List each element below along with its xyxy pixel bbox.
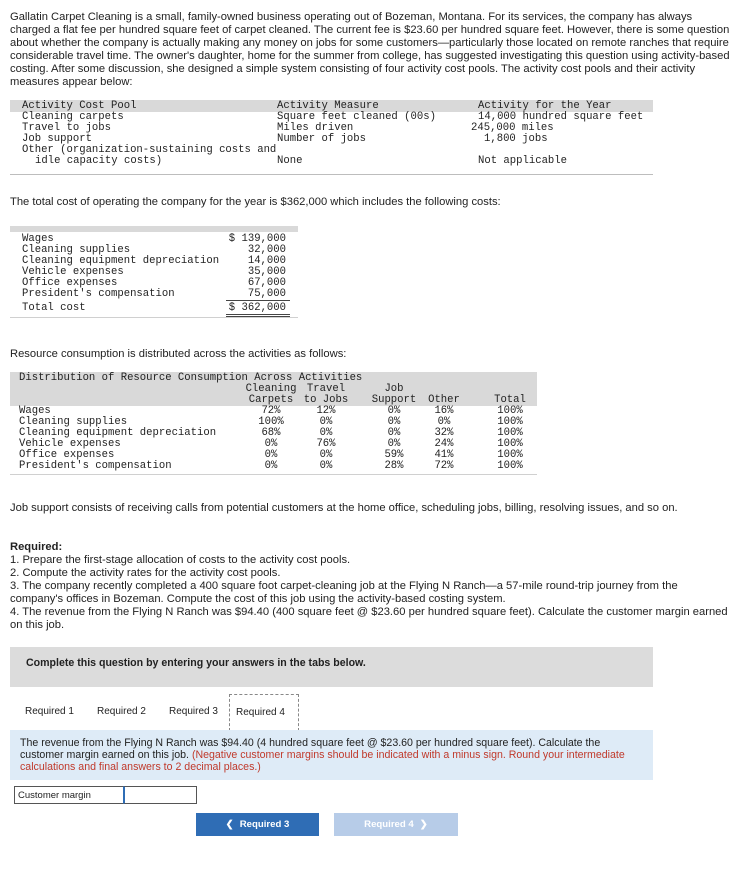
distribution-cell: 0% xyxy=(387,405,401,417)
cost-label-vehicle: Vehicle expenses xyxy=(22,266,124,278)
measure-travel: Miles driven xyxy=(277,122,354,134)
next-button[interactable] xyxy=(334,813,458,836)
col-other: Other xyxy=(428,394,460,406)
tab-panel-text xyxy=(20,737,640,773)
prev-button-label: Required 3 xyxy=(239,819,290,830)
required-item-4: 4. The revenue from the Flying N Ranch was $94.40 (400 square feet @ $23.60 per hundred square feet). Calculate the customer margin earned on this job. xyxy=(10,606,728,631)
distribution-row-label: Wages xyxy=(19,405,51,417)
header-activity-measure: Activity Measure xyxy=(277,100,379,112)
distribution-row-label: Vehicle expenses xyxy=(19,438,121,450)
required-item-1: 1. Prepare the first-stage allocation of costs to the activity cost pools. xyxy=(10,554,351,566)
col-total: Total xyxy=(494,394,526,406)
measure-cleaning: Square feet cleaned (00s) xyxy=(277,111,436,123)
cost-value-wages: $ 139,000 xyxy=(228,233,286,245)
cost-value-depreciation: 14,000 xyxy=(247,255,286,267)
col-travel-to-jobs: to Jobs xyxy=(303,394,349,406)
distribution-cell: 28% xyxy=(384,460,404,472)
activity-other: Not applicable xyxy=(478,155,568,167)
activity-table xyxy=(10,100,653,176)
distribution-title: Distribution of Resource Consumption Across Activities xyxy=(19,372,363,384)
cost-label-supplies: Cleaning supplies xyxy=(22,244,131,256)
chevron-right-icon: ❯ xyxy=(419,819,428,830)
distribution-cell: 0% xyxy=(387,438,401,450)
distribution-cell: 0% xyxy=(264,460,278,472)
distribution-cell: 24% xyxy=(434,438,454,450)
distribution-cell: 16% xyxy=(434,405,454,417)
header-activity-cost-pool: Activity Cost Pool xyxy=(22,100,137,112)
distribution-table xyxy=(10,372,537,476)
distribution-cell: 59% xyxy=(384,449,404,461)
distribution-cell: 12% xyxy=(316,405,336,417)
distribution-cell: 100% xyxy=(497,427,523,439)
cost-label-wages: Wages xyxy=(22,233,54,245)
cost-value-president: 75,000 xyxy=(247,288,286,300)
col-cleaning-carpets: Carpets xyxy=(248,394,294,406)
cost-label-president: President's compensation xyxy=(22,288,175,300)
distribution-cell: 100% xyxy=(497,460,523,472)
chevron-left-icon: ❮ xyxy=(225,819,234,830)
distribution-cell: 0% xyxy=(264,438,278,450)
distribution-cell: 32% xyxy=(434,427,454,439)
activity-cleaning: 14,000 hundred square feet xyxy=(478,111,644,123)
total-cost-label: Total cost xyxy=(22,302,86,314)
tab-panel-note: (Negative customer margins should be indicated with a minus sign. Round your intermediate calculations and final answers to 2 decimal places.) xyxy=(20,749,625,773)
required-heading: Required: xyxy=(10,541,63,553)
distribution-row-label: President's compensation xyxy=(19,460,172,472)
measure-other: None xyxy=(277,155,303,167)
tab-required-3[interactable]: Required 3 xyxy=(169,706,218,717)
pool-cleaning: Cleaning carpets xyxy=(22,111,124,123)
answer-label: Customer margin xyxy=(18,790,91,801)
distribution-row-label: Cleaning supplies xyxy=(19,416,128,428)
job-support-text: Job support consists of receiving calls from potential customers at the home office, scheduling jobs, billing, resolving issues, and so on. xyxy=(10,502,678,514)
distribution-cell: 100% xyxy=(497,449,523,461)
measure-job-support: Number of jobs xyxy=(277,133,367,145)
tab-panel xyxy=(10,730,653,780)
instructions-banner xyxy=(10,647,653,687)
header-activity-for-year: Activity for the Year xyxy=(478,100,612,112)
tab-required-1[interactable]: Required 1 xyxy=(25,706,74,717)
cost-label-office: Office expenses xyxy=(22,277,118,289)
distribution-cell: 0% xyxy=(319,460,333,472)
cost-label-depreciation: Cleaning equipment depreciation xyxy=(22,255,220,267)
distribution-row-label: Cleaning equipment depreciation xyxy=(19,427,217,439)
distribution-row-label: Office expenses xyxy=(19,449,115,461)
distribution-cell: 0% xyxy=(387,416,401,428)
distribution-cell: 100% xyxy=(497,416,523,428)
prev-button[interactable] xyxy=(196,813,319,836)
distribution-cell: 76% xyxy=(316,438,336,450)
pool-other: Other (organization-sustaining costs and xyxy=(22,144,277,156)
cost-value-supplies: 32,000 xyxy=(247,244,286,256)
distribution-cell: 0% xyxy=(437,416,451,428)
distribution-cell: 100% xyxy=(497,405,523,417)
costs-table xyxy=(10,226,298,318)
answer-row xyxy=(14,786,197,804)
pool-travel: Travel to jobs xyxy=(22,122,112,134)
col-top-travel: Travel xyxy=(306,383,346,395)
col-top-job: Job xyxy=(384,383,404,395)
distribution-cell: 68% xyxy=(261,427,281,439)
distribution-cell: 0% xyxy=(319,449,333,461)
distribution-cell: 0% xyxy=(319,416,333,428)
tab-panel-question: The revenue from the Flying N Ranch was $94.40 (4 hundred square feet @ $23.60 per hundred square feet). Calculate the customer margin earned on this job. xyxy=(20,737,601,761)
col-job-support: Support xyxy=(371,394,417,406)
total-cost-value: $ 362,000 xyxy=(228,302,286,314)
total-cost-sentence: The total cost of operating the company for the year is $362,000 which includes the following costs: xyxy=(10,196,501,208)
distribution-cell: 72% xyxy=(434,460,454,472)
distribution-cell: 100% xyxy=(258,416,284,428)
distribution-cell: 41% xyxy=(434,449,454,461)
activity-job-support: 1,800 jobs xyxy=(484,133,548,145)
banner-text: Complete this question by entering your answers in the tabs below. xyxy=(26,657,366,669)
required-item-3: 3. The company recently completed a 400 square foot carpet-cleaning job at the Flying N Ranch—a 57-mile round-trip journey from the company's offices in Bozeman. Compute the cost of this job using the activity-based costing system. xyxy=(10,580,678,605)
distribution-cell: 0% xyxy=(387,427,401,439)
pool-other-cont: idle capacity costs) xyxy=(35,155,163,167)
distribution-cell: 0% xyxy=(319,427,333,439)
distribution-cell: 72% xyxy=(261,405,281,417)
col-top-cleaning: Cleaning xyxy=(245,383,297,395)
required-item-2: 2. Compute the activity rates for the activity cost pools. xyxy=(10,567,281,579)
distribution-cell: 0% xyxy=(264,449,278,461)
intro-paragraph: Gallatin Carpet Cleaning is a small, family-owned business operating out of Bozeman, Montana. For its services, the company has always charged a flat fee per hundred square feet of carpet cleaned. The current fee is $23.60 per hundred square feet. However, there is some question about whether the company is actually making any money on jobs for some customers—particularly those located on remote ranches that require considerable travel time. The owner's daughter, home for the summer from college, has suggested investigating this question using activity-based costing. After some discussion, she designed a simple system consisting of four activity cost pools. The activity cost pools and their activity measures appear below: xyxy=(10,11,730,88)
cost-value-vehicle: 35,000 xyxy=(247,266,286,278)
distribution-cell: 100% xyxy=(497,438,523,450)
distribution-intro: Resource consumption is distributed across the activities as follows: xyxy=(10,348,347,360)
activity-travel: 245,000 miles xyxy=(471,122,554,134)
next-button-label: Required 4 xyxy=(364,819,414,830)
tab-required-4[interactable]: Required 4 xyxy=(229,694,299,731)
cost-value-office: 67,000 xyxy=(247,277,286,289)
tab-required-2[interactable]: Required 2 xyxy=(97,706,146,717)
customer-margin-input[interactable] xyxy=(123,786,197,804)
pool-job-support: Job support xyxy=(22,133,92,145)
